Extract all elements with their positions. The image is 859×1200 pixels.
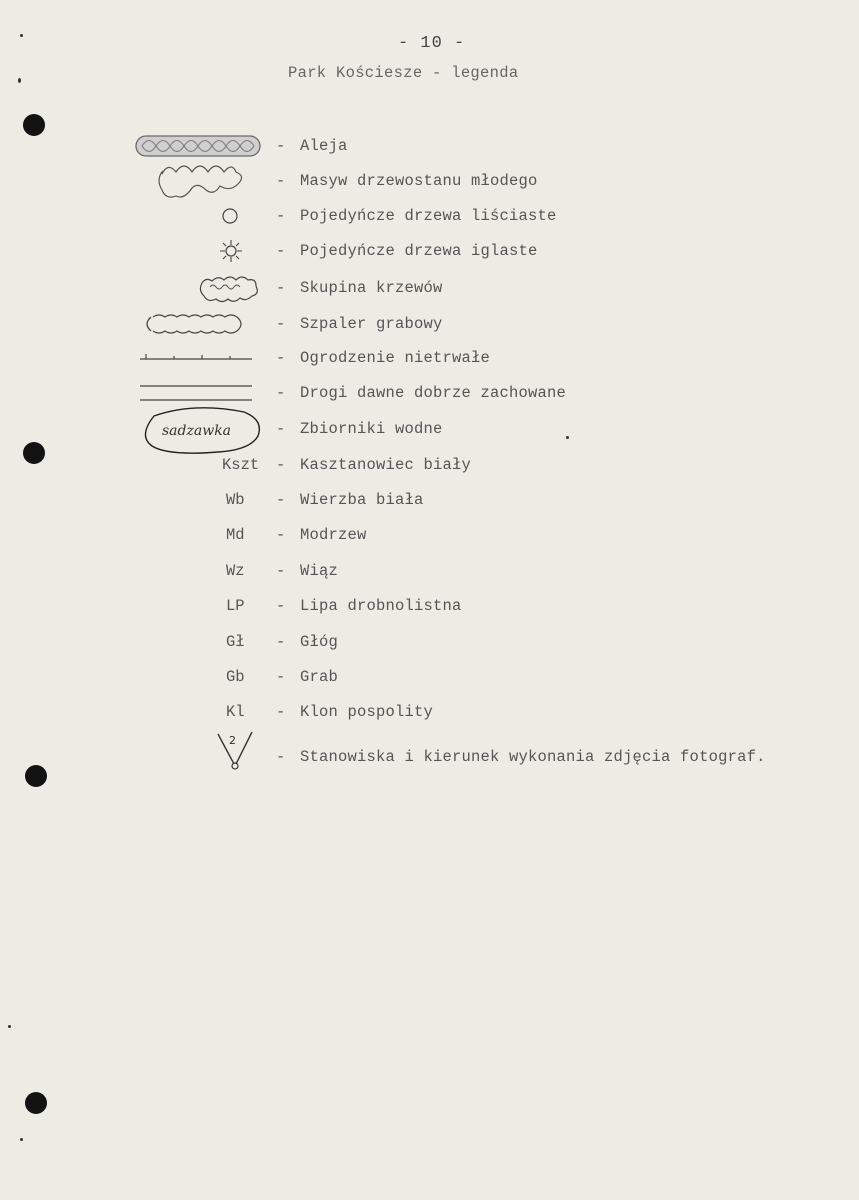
legend-description: Pojedyńcze drzewa iglaste [300,242,538,260]
legend-description: Stanowiska i kierunek wykonania zdjęcia fotograf. [300,748,766,766]
legend-description: Zbiorniki wodne [300,420,443,438]
legend-dash: - [276,279,286,297]
species-abbreviation: Gł [226,633,245,651]
legend-row-fence [0,343,859,373]
legend-description: Klon pospolity [300,703,434,721]
photo-station-icon [212,728,262,781]
legend-dash: - [276,703,286,721]
legend-description: Modrzew [300,526,367,544]
legend-dash: - [276,748,286,766]
species-abbreviation: Wb [226,491,245,509]
temporary-fence-icon [138,343,254,378]
legend-dash: - [276,633,286,651]
hornbeam-hedge-icon [141,309,251,344]
legend-row-abbr [0,591,859,621]
legend-dash: - [276,137,286,155]
legend-row-tree-mass [0,166,859,196]
photo-station-number: 2 [229,734,236,747]
legend-description: Głóg [300,633,339,651]
legend-dash: - [276,562,286,580]
legend-row-aleja [0,131,859,161]
legend-description: Ogrodzenie nietrwałe [300,349,491,367]
species-abbreviation: Wz [226,562,245,580]
legend-row-hedge [0,309,859,339]
legend-dash: - [276,349,286,367]
legend-description: Skupina krzewów [300,279,443,297]
species-abbreviation: Gb [226,668,245,686]
species-abbreviation: Kszt [222,456,260,474]
legend-row-abbr [0,450,859,480]
legend-row-abbr [0,627,859,657]
legend-dash: - [276,420,286,438]
binder-hole-4 [25,1092,47,1114]
legend-row-shrubs [0,273,859,303]
legend-dash: - [276,456,286,474]
legend-description: Lipa drobnolistna [300,597,462,615]
legend-dash: - [276,597,286,615]
legend-row-deciduous [0,201,859,231]
species-abbreviation: Md [226,526,245,544]
pond-label: sadzawka [162,423,232,439]
species-abbreviation: LP [226,597,245,615]
legend-row-water [0,414,859,444]
legend-description: Wierzba biała [300,491,424,509]
legend-dash: - [276,384,286,402]
legend-description: Drogi dawne dobrze zachowane [300,384,567,402]
species-abbreviation: Kl [226,703,245,721]
paper-speck [20,34,23,37]
page-number: - 10 - [398,34,466,53]
legend-row-abbr [0,485,859,515]
legend-row-abbr [0,697,859,727]
page-title: Park Kościesze - legenda [288,64,519,82]
legend-row-conifer [0,236,859,266]
legend-description: Kasztanowiec biały [300,456,472,474]
legend-dash: - [276,526,286,544]
legend-dash: - [276,207,286,225]
legend-description: Wiąz [300,562,339,580]
paper-speck [20,1138,23,1141]
legend-dash: - [276,172,286,190]
paper-speck [18,78,21,83]
legend-row-abbr [0,662,859,692]
shrub-cluster-icon [196,273,264,308]
legend-description: Aleja [300,137,348,155]
paper-speck [8,1025,11,1028]
legend-row-roads [0,378,859,408]
legend-dash: - [276,315,286,333]
legend-dash: - [276,668,286,686]
deciduous-tree-icon [220,201,240,236]
legend-description: Szpaler grabowy [300,315,443,333]
legend-description: Masyw drzewostanu młodego [300,172,538,190]
legend-row-abbr [0,520,859,550]
legend-dash: - [276,242,286,260]
legend-description: Pojedyńcze drzewa liściaste [300,207,557,225]
legend-row-abbr [0,556,859,586]
legend-dash: - [276,491,286,509]
conifer-tree-icon [218,236,244,271]
legend-row-photo-station [0,734,859,772]
legend-description: Grab [300,668,339,686]
